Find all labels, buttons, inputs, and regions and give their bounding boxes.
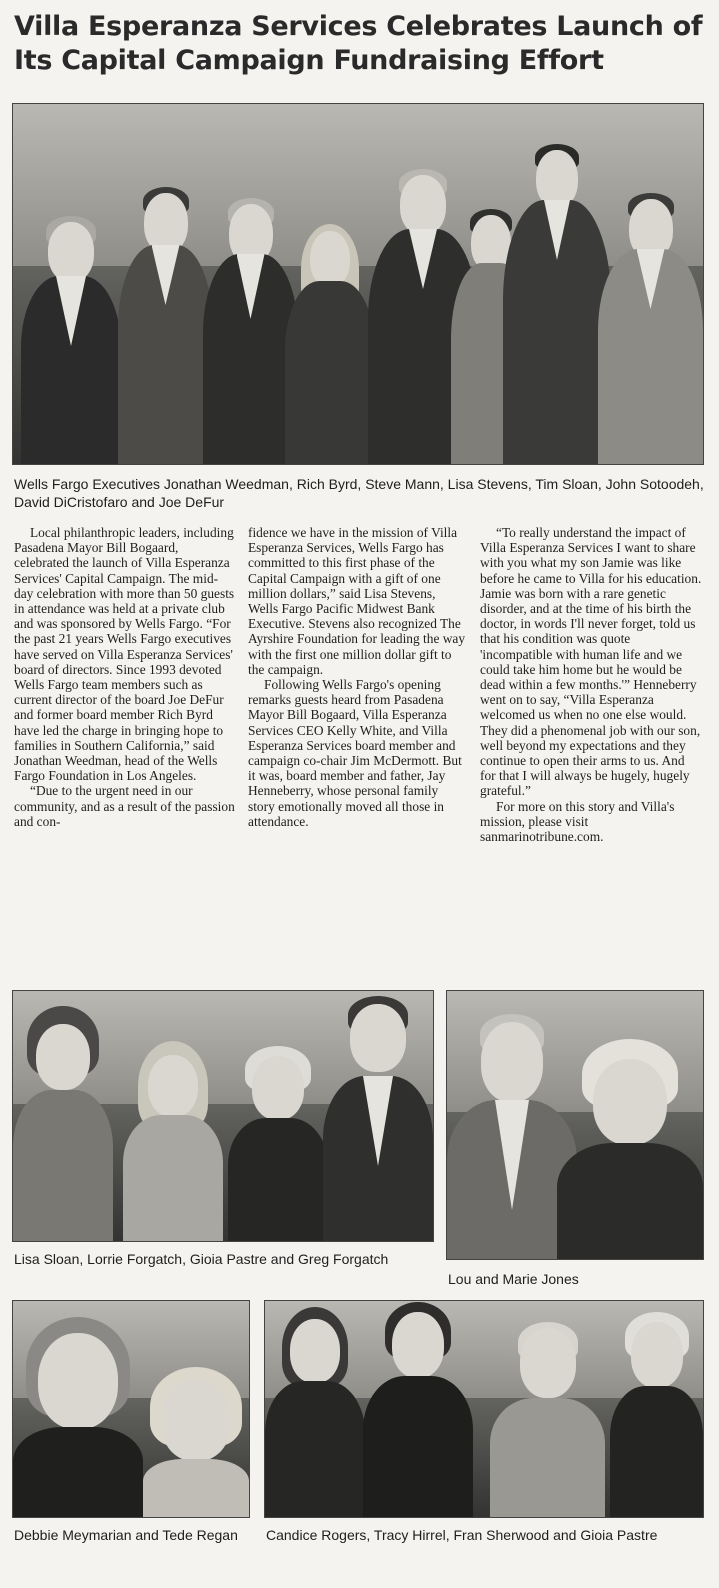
person-figure xyxy=(203,154,298,464)
person-figure xyxy=(13,1317,143,1517)
person-figure xyxy=(143,1367,249,1517)
article-paragraph: For more on this story and Villa's mission, please visit sanmarinotribune.com. xyxy=(480,798,675,845)
article-paragraph: “To really understand the impact of Villa Esperanza Services I want to share with you what my son Jamie was like before he came to Villa for his education. Jamie was born with a rare genetic disorder, and at the time of his birth the doctor, in words I'll never forget, told us that his condition was quote 'incompatible with human life and we could take him home but he would be dead within a few months.'” Henneberry went on to say, “Villa Esperanza welcomed us when no one else would. They did a phenomenal job with our son, well beyond my expectations and they continue to open their arms to us. And for that I will always be hugely, hugely grateful.” xyxy=(480,525,702,799)
photo-meymarian-regan xyxy=(12,1300,250,1518)
article-paragraph: fidence we have in the mission of Villa Esperanza Services, Wells Fargo has committed to this first phase of the Capital Campaign with a gift of one million dollars,” said Lisa Stevens, Wells Fargo Pacific Midwest Bank Executive. Stevens also recognized The Ayrshire Foundation for leading the way with the first one million dollar gift to the campaign. xyxy=(248,525,466,677)
group-photo-executives xyxy=(12,103,704,465)
main-photo-caption: Wells Fargo Executives Jonathan Weedman, Rich Byrd, Steve Mann, Lisa Stevens, Tim Sloan, John Sotoodeh, David DiCristofaro and Joe DeFur xyxy=(14,476,704,510)
photo-jones xyxy=(446,990,704,1260)
article-paragraph: “Due to the urgent need in our community, and as a result of the passion and con- xyxy=(14,783,235,829)
article-paragraph: Following Wells Fargo's opening remarks guests heard from Pasadena Mayor Bill Bogaard, Villa Esperanza Services CEO Kelly White, and Villa Esperanza Services board member and campaign co-chair Jim McDermott. But it was, board member and father, Jay Henneberry, whose personal family story emotionally moved all those in attendance. xyxy=(248,677,462,829)
article-column-2 xyxy=(248,525,466,829)
person-figure xyxy=(610,1312,703,1517)
person-figure xyxy=(123,1041,223,1241)
person-figure xyxy=(13,1006,113,1241)
person-figure xyxy=(503,124,611,464)
person-figure xyxy=(228,1046,328,1241)
photo-rogers-group xyxy=(264,1300,704,1518)
person-figure xyxy=(265,1307,365,1517)
caption-rogers-group: Candice Rogers, Tracy Hirrel, Fran Sherwood and Gioia Pastre xyxy=(266,1527,658,1543)
person-figure xyxy=(21,164,121,464)
headline: Villa Esperanza Services Celebrates Launch of Its Capital Campaign Fundraising Effort xyxy=(14,11,703,76)
article-paragraph: Local philanthropic leaders, including Pasadena Mayor Bill Bogaard, celebrated the launch of Villa Esperanza Services' Capital Campaign. The mid-day celebration with more than 50 guests in attendance was held at a private club and was sponsored by Wells Fargo. “For the past 21 years Wells Fargo executives have served on Villa Esperanza Services' board of directors. Since 1993 devoted Wells Fargo team members such as current director of the board Joe DeFur and former board member Rich Byrd have led the charge in bringing hope to families in Southern California,” said Jonathan Weedman, head of the Wells Fargo Foundation in Los Angeles. xyxy=(14,525,235,784)
caption-meymarian-regan: Debbie Meymarian and Tede Regan xyxy=(14,1527,238,1543)
article-column-3 xyxy=(480,525,702,844)
person-figure xyxy=(285,169,375,464)
person-figure xyxy=(490,1322,605,1517)
caption-sloan-forgatch: Lisa Sloan, Lorrie Forgatch, Gioia Pastre and Greg Forgatch xyxy=(14,1251,389,1267)
person-figure xyxy=(323,996,433,1241)
person-figure xyxy=(598,149,703,464)
photo-sloan-forgatch xyxy=(12,990,434,1242)
article-column-1 xyxy=(14,525,236,829)
person-figure xyxy=(557,1039,703,1259)
person-figure xyxy=(118,149,213,464)
caption-jones: Lou and Marie Jones xyxy=(448,1271,579,1287)
person-figure xyxy=(363,1302,473,1517)
